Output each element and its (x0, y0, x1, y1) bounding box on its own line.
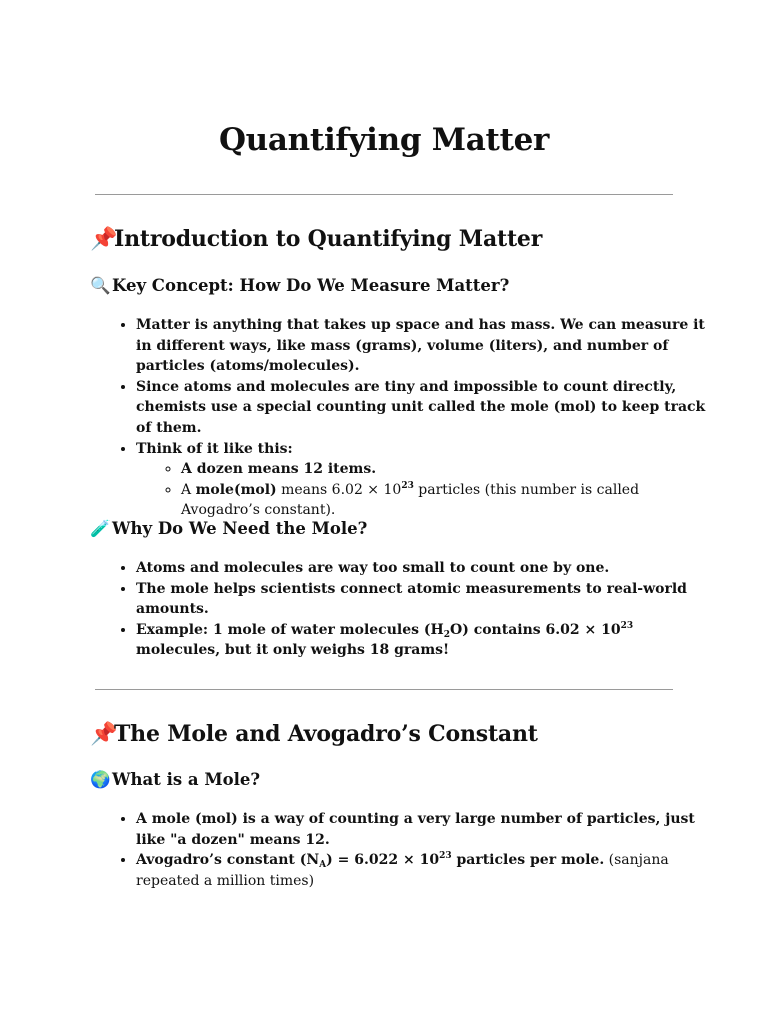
text-fragment: molecules, but it only weighs 18 grams! (136, 642, 450, 659)
text-fragment: means 6.02 × 10 (276, 481, 402, 498)
pushpin-icon: 📌 (90, 722, 118, 747)
list-item-text: Think of it like this: (136, 440, 293, 457)
globe-icon: 🌍 (90, 770, 111, 789)
bold-term: mole(mol) (195, 481, 277, 498)
subheading-key-concept (90, 276, 509, 296)
list-item (136, 439, 706, 521)
nested-list (136, 459, 706, 521)
list-item-text: A dozen means 12 items. (181, 461, 377, 478)
list-item-text: The mole helps scientists connect atomic measurements to real-world amounts. (136, 580, 687, 618)
list-item (136, 315, 706, 377)
test-tube-icon: 🧪 (90, 519, 111, 538)
subheading-why-mole (90, 519, 367, 539)
text-fragment: A (181, 481, 196, 498)
list-item-text: Atoms and molecules are way too small to count one by one. (136, 560, 610, 576)
handwritten-note: (sanjana repeated a million times) (136, 852, 669, 889)
list-item (136, 558, 706, 579)
text-fragment: ) = 6.022 × 10 (326, 852, 440, 869)
page-title: Quantifying Matter (218, 122, 550, 158)
why-mole-list (108, 558, 706, 661)
exponent: 23 (620, 620, 634, 631)
nested-list-item (181, 480, 706, 521)
list-item (136, 809, 706, 850)
subscript: 2 (443, 629, 450, 640)
list-item (136, 620, 706, 661)
text-fragment: Avogadro’s constant (N (136, 852, 320, 869)
subscript: A (319, 860, 327, 871)
magnifying-glass-icon: 🔍 (90, 276, 111, 295)
subheading-text: What is a Mole? (112, 770, 261, 789)
list-item (136, 377, 706, 439)
list-item (136, 579, 706, 620)
list-item (136, 850, 706, 891)
section-heading-mole-avogadro (90, 721, 538, 747)
subheading-text: Key Concept: How Do We Measure Matter? (112, 276, 510, 295)
text-fragment: particles per mole. (451, 852, 605, 869)
section-heading-text: Introduction to Quantifying Matter (114, 226, 543, 252)
key-concept-list (108, 315, 706, 521)
list-item-text: Since atoms and molecules are tiny and impossible to count directly, chemists use a special counting unit called the mole (mol) to keep track of them. (136, 378, 706, 436)
exponent: 23 (439, 851, 452, 862)
list-item-text: A mole (mol) is a way of counting a very large number of particles, just like "a dozen" means 12. (136, 811, 695, 848)
section-heading-text: The Mole and Avogadro’s Constant (114, 721, 538, 747)
subheading-text: Why Do We Need the Mole? (112, 519, 368, 538)
divider (95, 194, 673, 195)
text-fragment: Example: 1 mole of water molecules (H (136, 621, 444, 638)
pushpin-icon: 📌 (90, 227, 118, 252)
what-is-mole-list (108, 809, 706, 891)
divider (95, 689, 673, 690)
nested-list-item (181, 459, 706, 480)
exponent: 23 (401, 480, 414, 491)
list-item-text: Matter is anything that takes up space and has mass. We can measure it in different ways, like mass (grams), volume (liters), and number of particles (atoms/molecules). (136, 317, 705, 375)
text-fragment: particles (this number is called Avogadro’s constant). (181, 481, 640, 519)
text-fragment: O) contains 6.02 × 10 (450, 621, 621, 638)
subheading-what-is-mole (90, 770, 260, 790)
section-heading-introduction (90, 226, 542, 252)
